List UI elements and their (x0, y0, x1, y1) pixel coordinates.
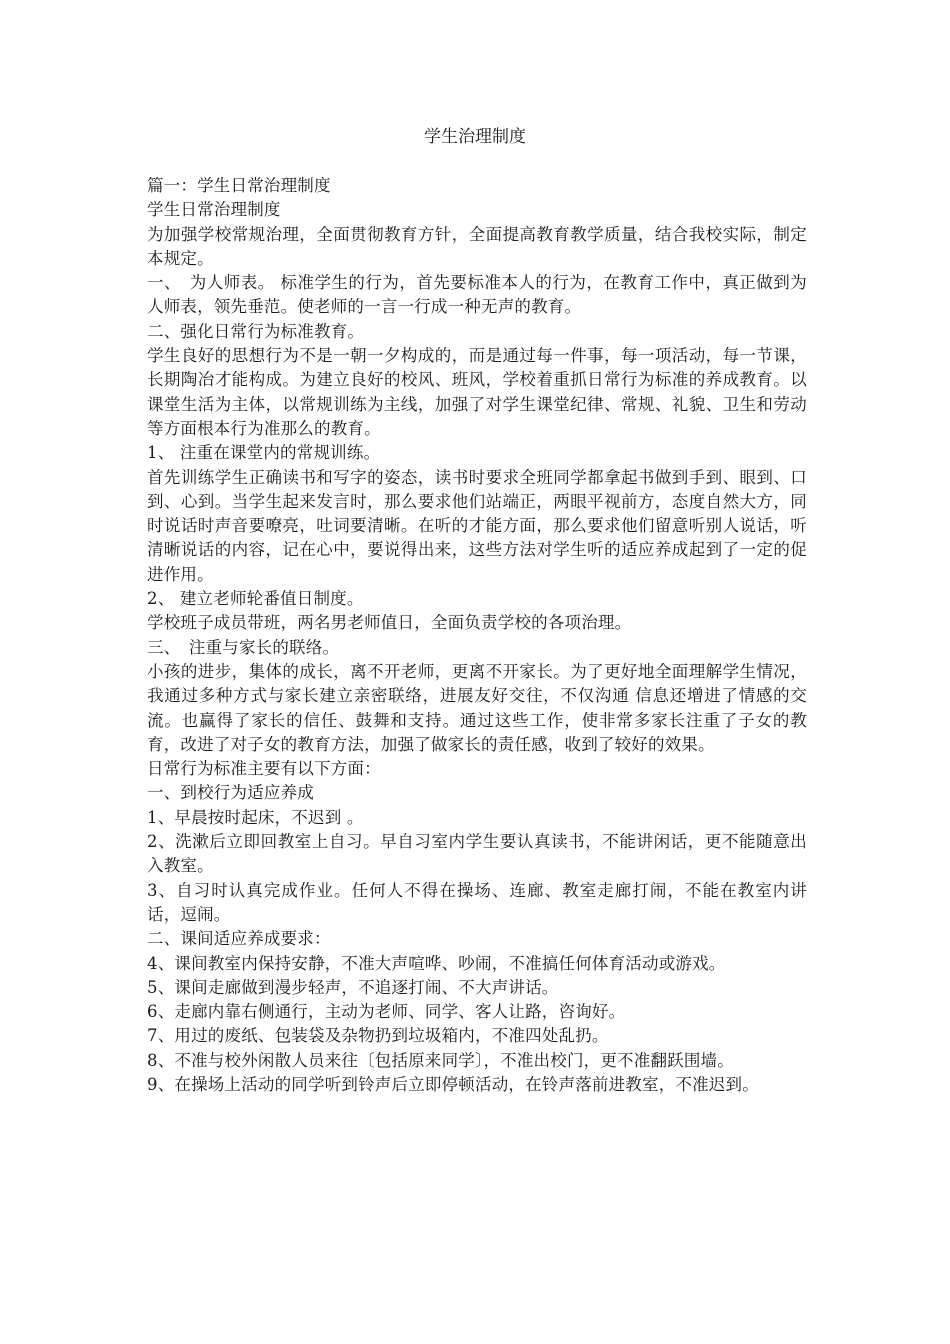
document-title: 学生治理制度 (424, 127, 526, 147)
list-item: 7、用过的废纸、包装袋及杂物扔到垃圾箱内，不准四处乱扔。 (147, 1026, 609, 1046)
list-item: 6、走廊内靠右侧通行，主动为老师、同学、客人让路，咨询好。 (147, 1002, 626, 1022)
paragraph: 首先训练学生正确读书和写字的姿态，读书时要求全班同学都拿起书做到手到、眼到、口到、心到。当学生起来发言时，那么要求他们站端正，两眼平视前方，态度自然大方，同时说话时声音要嘹亮，吐词要清晰。在听的才能方面，那么要求他们留意听别人说话，听清晰说话的内容，记在心中，要说得出来，这些方法对学生听的适应养成起到了一定的促进作用。 (147, 467, 807, 584)
section-heading: 篇一：学生日常治理制度 (147, 176, 331, 195)
paragraph: 为加强学校常规治理，全面贯彻教育方针，全面提高教育教学质量，结合我校实际，制定本规定。 (147, 224, 807, 268)
paragraph: 一、 为人师表。 标准学生的行为，首先要标准本人的行为，在教育工作中，真正做到为人师表，领先垂范。使老师的一言一行成一种无声的教育。 (147, 273, 807, 317)
list-item: 2、 建立老师轮番值日制度。 (147, 589, 364, 609)
section-heading: 二、课间适应养成要求： (147, 929, 331, 949)
section-heading: 三、 注重与家长的联络。 (147, 637, 340, 657)
section-heading: 一、到校行为适应养成 (147, 783, 314, 803)
document-body (147, 174, 807, 1097)
list-item: 3、自习时认真完成作业。任何人不得在操场、连廊、教室走廊打闹，不能在教室内讲话，逗闹。 (147, 880, 807, 924)
list-item: 5、课间走廊做到漫步轻声，不追逐打闹、不大声讲话。 (147, 977, 559, 997)
paragraph: 小孩的进步，集体的成长，离不开老师，更离不开家长。为了更好地全面理解学生情况，我通过多种方式与家长建立亲密联络，进展友好交往，不仅沟通 信息还增进了情感的交流。也赢得了家长的信任、鼓舞和支持。通过这些工作，使非常多家长注重了子女的教育，改进了对子女的教育方法，加强了做家长的责任感，收到了较好的效果。 (147, 661, 807, 754)
list-item: 9、在操场上活动的同学听到铃声后立即停顿活动，在铃声落前进教室，不准迟到。 (147, 1074, 759, 1094)
list-item: 4、课间教室内保持安静，不准大声喧哗、吵闹，不准搞任何体育活动或游戏。 (147, 953, 726, 973)
list-item: 1、早晨按时起床，不迟到 。 (147, 807, 364, 827)
list-item: 2、洗漱后立即回教室上自习。早自习室内学生要认真读书，不能讲闲话，更不能随意出入教室。 (147, 832, 807, 876)
list-item: 8、不准与校外闲散人员来往〔包括原来同学〕，不准出校门，更不准翻跃围墙。 (147, 1050, 734, 1070)
paragraph: 日常行为标准主要有以下方面： (147, 759, 381, 779)
section-heading: 二、强化日常行为标准教育。 (147, 321, 365, 341)
paragraph: 学校班子成员带班，两名男老师值日，全面负责学校的各项治理。 (147, 613, 632, 633)
subtitle: 学生日常治理制度 (147, 200, 281, 220)
paragraph: 学生良好的思想行为不是一朝一夕构成的，而是通过每一件事，每一项活动，每一节课，长期陶冶才能构成。为建立良好的校风、班风，学校着重抓日常行为标准的养成教育。以课堂生活为主体，以常规训练为主线，加强了对学生课堂纪律、常规、礼貌、卫生和劳动等方面根本行为准那么的教育。 (147, 346, 807, 438)
list-item: 1、 注重在课堂内的常规训练。 (147, 443, 381, 463)
